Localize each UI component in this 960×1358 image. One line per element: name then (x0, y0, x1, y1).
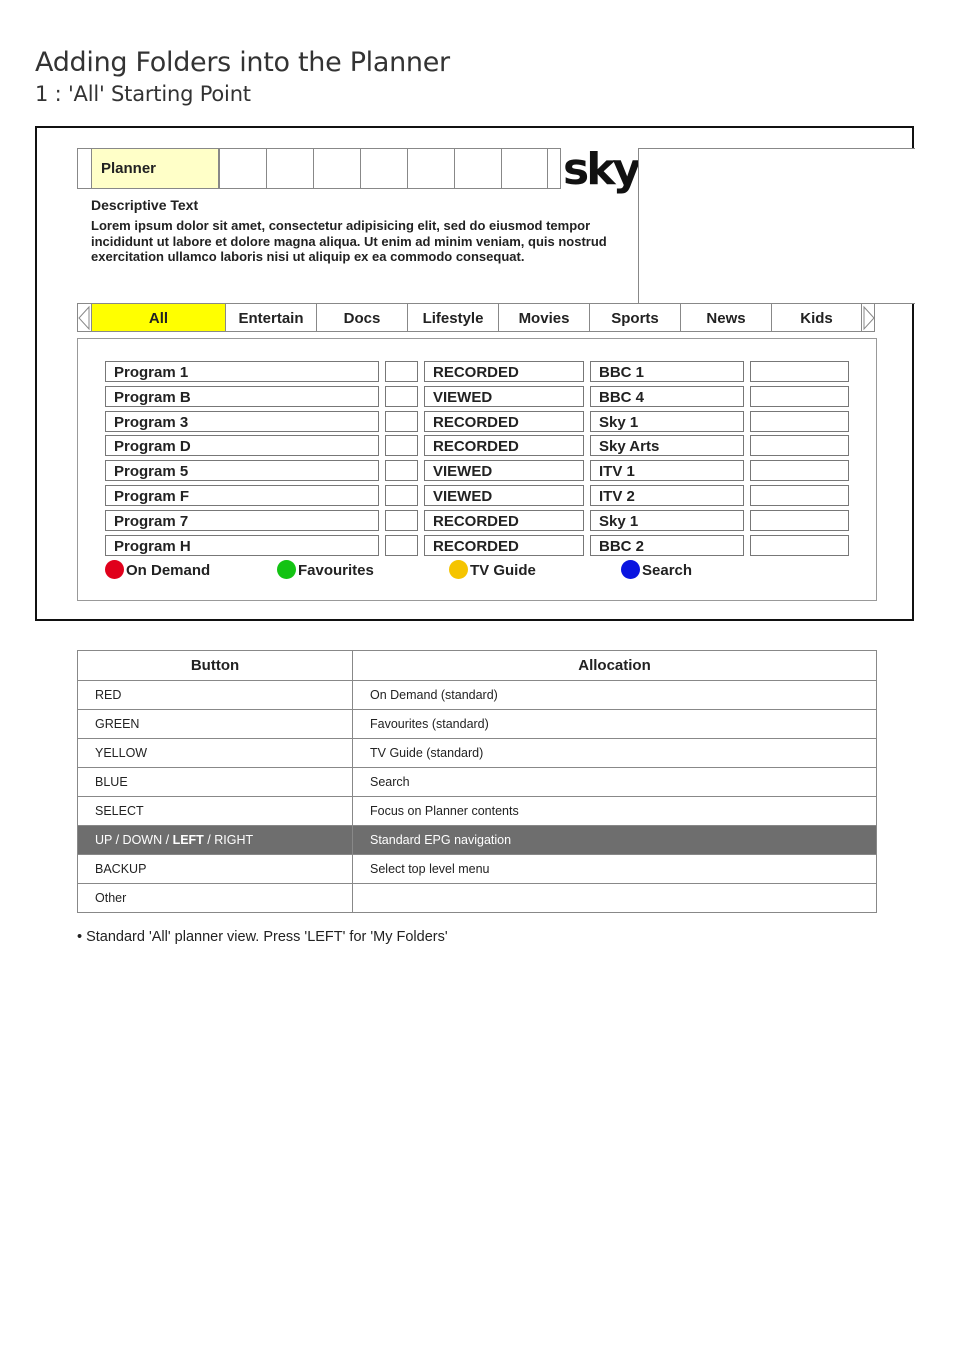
chevron-left-icon[interactable] (77, 305, 91, 331)
legend-label: TV Guide (470, 562, 536, 579)
category-tabs (77, 303, 875, 332)
empty-cell (385, 435, 418, 456)
table-row (78, 710, 877, 739)
header-slot (219, 149, 266, 188)
recording-status: RECORDED (424, 535, 584, 556)
empty-cell (385, 386, 418, 407)
recording-status: VIEWED (424, 485, 584, 506)
blue-button-icon (621, 560, 640, 579)
program-title[interactable]: Program D (105, 435, 379, 456)
header-slot (360, 149, 407, 188)
tab-all[interactable]: All (91, 304, 225, 331)
empty-cell (385, 411, 418, 432)
button-allocation-table (77, 650, 877, 913)
empty-cell (385, 361, 418, 382)
empty-cell (385, 460, 418, 481)
description-body: Lorem ipsum dolor sit amet, consectetur adipisicing elit, sed do eiusmod tempor incididunt ut labore et dolore magna aliqua. Ut enim ad minim veniam, quis nostrud exercitation ullamco laboris nisi ut aliquip ex ea commodo consequat. (91, 218, 607, 265)
empty-cell (750, 435, 849, 456)
header-slot (454, 149, 501, 188)
recording-status: VIEWED (424, 460, 584, 481)
red-button-icon (105, 560, 124, 579)
header-slot (313, 149, 360, 188)
button-cell: GREEN (78, 710, 353, 739)
tab-sports[interactable]: Sports (589, 304, 680, 331)
yellow-button-icon (449, 560, 468, 579)
allocation-cell: Select top level menu (353, 855, 877, 884)
button-cell: YELLOW (78, 739, 353, 768)
tab-movies[interactable]: Movies (498, 304, 589, 331)
allocation-cell: TV Guide (standard) (353, 739, 877, 768)
program-title[interactable]: Program 5 (105, 460, 379, 481)
button-cell: BACKUP (78, 855, 353, 884)
planner-header-bar (77, 148, 561, 189)
program-title[interactable]: Program 3 (105, 411, 379, 432)
channel-name: ITV 1 (590, 460, 744, 481)
button-cell: UP / DOWN / LEFT / RIGHT (78, 826, 353, 855)
channel-name: BBC 4 (590, 386, 744, 407)
empty-cell (750, 460, 849, 481)
recording-status: VIEWED (424, 386, 584, 407)
program-title[interactable]: Program H (105, 535, 379, 556)
legend-green (277, 560, 374, 582)
allocation-cell: Search (353, 768, 877, 797)
button-cell: Other (78, 884, 353, 913)
tab-docs[interactable]: Docs (316, 304, 407, 331)
header-slot (266, 149, 313, 188)
footnote: • Standard 'All' planner view. Press 'LEFT' for 'My Folders' (77, 929, 448, 945)
channel-name: BBC 1 (590, 361, 744, 382)
empty-cell (750, 485, 849, 506)
channel-name: Sky 1 (590, 411, 744, 432)
table-row (78, 768, 877, 797)
allocation-cell: On Demand (standard) (353, 681, 877, 710)
table-row (78, 681, 877, 710)
page-subtitle: 1 : 'All' Starting Point (35, 82, 251, 106)
table-row (78, 826, 877, 855)
tab-news[interactable]: News (680, 304, 771, 331)
tab-entertain[interactable]: Entertain (225, 304, 316, 331)
recording-status: RECORDED (424, 435, 584, 456)
column-header-button: Button (78, 651, 353, 681)
channel-name: ITV 2 (590, 485, 744, 506)
tab-kids[interactable]: Kids (771, 304, 862, 331)
header-slot (407, 149, 454, 188)
table-row (78, 855, 877, 884)
green-button-icon (277, 560, 296, 579)
allocation-cell: Favourites (standard) (353, 710, 877, 739)
sky-logo: sky (563, 144, 639, 195)
channel-name: BBC 2 (590, 535, 744, 556)
empty-cell (750, 386, 849, 407)
table-row (78, 797, 877, 826)
page-title: Adding Folders into the Planner (35, 47, 450, 78)
header-slot (501, 149, 548, 188)
allocation-cell: Standard EPG navigation (353, 826, 877, 855)
program-title[interactable]: Program F (105, 485, 379, 506)
empty-cell (750, 411, 849, 432)
button-cell: BLUE (78, 768, 353, 797)
recording-status: RECORDED (424, 361, 584, 382)
empty-cell (750, 361, 849, 382)
legend-yellow (449, 560, 536, 582)
program-title[interactable]: Program 1 (105, 361, 379, 382)
preview-window (638, 148, 915, 304)
table-row (78, 884, 877, 913)
program-title[interactable]: Program B (105, 386, 379, 407)
table-row (78, 739, 877, 768)
empty-cell (385, 535, 418, 556)
button-cell: SELECT (78, 797, 353, 826)
empty-cell (750, 535, 849, 556)
recording-status: RECORDED (424, 411, 584, 432)
channel-name: Sky 1 (590, 510, 744, 531)
legend-label: Favourites (298, 562, 374, 579)
legend-label: Search (642, 562, 693, 579)
button-cell: RED (78, 681, 353, 710)
column-header-allocation: Allocation (353, 651, 877, 681)
channel-name: Sky Arts (590, 435, 744, 456)
planner-label: Planner (91, 149, 219, 188)
recording-status: RECORDED (424, 510, 584, 531)
empty-cell (385, 485, 418, 506)
empty-cell (385, 510, 418, 531)
empty-cell (750, 510, 849, 531)
allocation-cell (353, 884, 877, 913)
legend-label: On Demand (126, 562, 211, 579)
program-title[interactable]: Program 7 (105, 510, 379, 531)
allocation-cell: Focus on Planner contents (353, 797, 877, 826)
tab-lifestyle[interactable]: Lifestyle (407, 304, 498, 331)
legend-blue (621, 560, 692, 582)
legend-red (105, 560, 210, 582)
chevron-right-icon[interactable] (862, 305, 876, 331)
description-heading: Descriptive Text (91, 197, 199, 213)
